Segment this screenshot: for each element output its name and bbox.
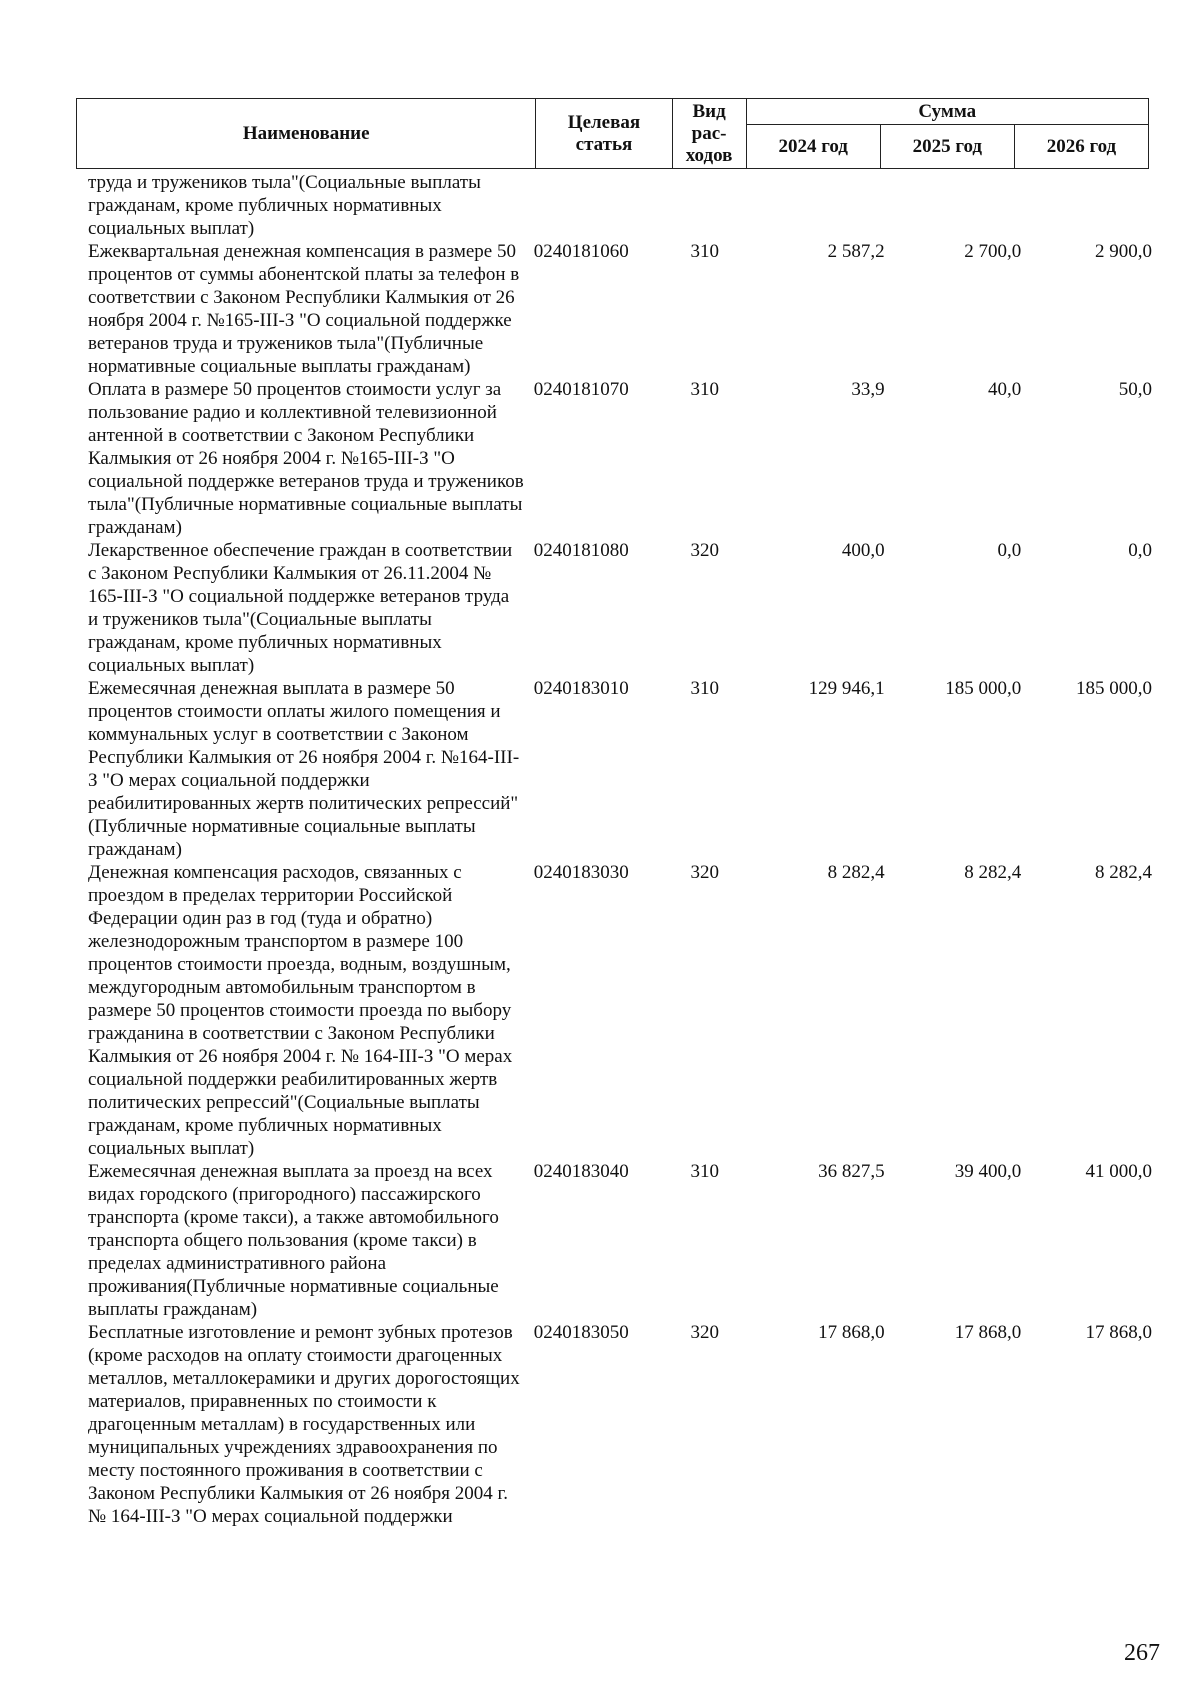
header-code: Целевая статья: [536, 99, 672, 169]
row-2024: 33,9: [851, 379, 885, 400]
header-2026: 2026 год: [1014, 125, 1148, 169]
row-code: 0240181070: [533, 379, 629, 400]
row-name: Оплата в размере 50 процентов стоимости услуг за пользование радио и коллективной телевизионной антенной в соответствии с Законом Республики Калмыкия от 26 ноября 2004 г. №165-III-З "О социальной поддержке ветеранов труда и тружеников тыла"(Публичные нормативные социальные выплаты гражданам): [88, 379, 524, 538]
row-2026: 185 000,0: [1076, 678, 1152, 699]
row-2024: 400,0: [841, 540, 885, 561]
table-row: [88, 378, 1152, 539]
header-2024: 2024 год: [746, 125, 880, 169]
row-code: 0240183040: [533, 1161, 629, 1182]
row-2026: 50,0: [1118, 379, 1152, 400]
table-row: [88, 861, 1152, 1160]
row-2024: 129 946,1: [808, 678, 885, 699]
row-2024: 36 827,5: [818, 1161, 885, 1182]
row-code: 0240181080: [533, 540, 629, 561]
row-2025: 185 000,0: [945, 678, 1022, 699]
table-body: [88, 171, 1152, 1528]
row-code: 0240183030: [533, 862, 629, 883]
row-name: труда и тружеников тыла"(Социальные выплаты гражданам, кроме публичных нормативных социальных выплат): [88, 172, 481, 239]
header-vid: Вид рас-ходов: [672, 99, 746, 169]
row-vid: 310: [690, 241, 719, 262]
row-2026: 8 282,4: [1095, 862, 1152, 883]
row-vid: 320: [690, 540, 719, 561]
row-2024: 2 587,2: [827, 241, 885, 262]
row-2025: 0,0: [997, 540, 1022, 561]
header-sum: Сумма: [746, 99, 1148, 125]
row-name: Ежемесячная денежная выплата за проезд на всех видах городского (пригородного) пассажирского транспорта (кроме такси), а также автомобильного транспорта общего пользования (кроме такси) в пределах административного района проживания(Публичные нормативные социальные выплаты гражданам): [88, 1161, 499, 1320]
row-vid: 310: [690, 678, 719, 699]
table-row: [88, 677, 1152, 861]
header-2025: 2025 год: [880, 125, 1014, 169]
table-header: [76, 98, 1149, 169]
row-name: Ежеквартальная денежная компенсация в размере 50 процентов от суммы абонентской платы за телефон в соответствии с Законом Республики Калмыкия от 26 ноября 2004 г. №165-III-З "О социальной поддержке ветеранов труда и тружеников тыла"(Публичные нормативные социальные выплаты гражданам): [88, 241, 520, 377]
header-name: Наименование: [77, 99, 536, 169]
row-2025: 8 282,4: [964, 862, 1022, 883]
row-name: Бесплатные изготовление и ремонт зубных протезов (кроме расходов на оплату стоимости драгоценных металлов, металлокерамики и других дорогостоящих материалов, приравненных по стоимости к драгоценным металлам) в государственных или муниципальных учреждениях здравоохранения по месту постоянного проживания в соответствии с Законом Республики Калмыкия от 26 ноября 2004 г. № 164-III-З "О мерах социальной поддержки: [88, 1322, 520, 1527]
row-code: 0240183010: [533, 678, 629, 699]
row-2025: 2 700,0: [964, 241, 1022, 262]
row-name: Денежная компенсация расходов, связанных с проездом в пределах территории Российской Федерации один раз в год (туда и обратно) железнодорожным транспортом в размере 100 процентов стоимости проезда, водным, воздушным, междугородным автомобильным транспортом в размере 50 процентов стоимости проезда по выбору гражданина в соответствии с Законом Республики Калмыкия от 26 ноября 2004 г. № 164-III-З "О мерах социальной поддержки реабилитированных жертв политических репрессий"(Социальные выплаты гражданам, кроме публичных нормативных социальных выплат): [88, 862, 513, 1159]
row-2025: 39 400,0: [954, 1161, 1022, 1182]
row-2026: 41 000,0: [1085, 1161, 1152, 1182]
row-vid: 310: [690, 379, 719, 400]
row-2025: 17 868,0: [954, 1322, 1022, 1343]
table-row: [88, 539, 1152, 677]
table-row: [88, 240, 1152, 378]
row-code: 0240183050: [533, 1322, 629, 1343]
row-2025: 40,0: [988, 379, 1022, 400]
row-2024: 17 868,0: [818, 1322, 885, 1343]
row-vid: 320: [690, 862, 719, 883]
table-row: [88, 1160, 1152, 1321]
row-2026: 17 868,0: [1085, 1322, 1152, 1343]
row-code: 0240181060: [533, 241, 629, 262]
row-name: Ежемесячная денежная выплата в размере 50 процентов стоимости оплаты жилого помещения и коммунальных услуг в соответствии с Законом Республики Калмыкия от 26 ноября 2004 г. №164-III-З "О мерах социальной поддержки реабилитированных жертв политических репрессий"(Публичные нормативные социальные выплаты гражданам): [88, 678, 520, 860]
table-row: [88, 1321, 1152, 1528]
row-2024: 8 282,4: [827, 862, 885, 883]
row-vid: 310: [690, 1161, 719, 1182]
row-name: Лекарственное обеспечение граждан в соответствии с Законом Республики Калмыкия от 26.11.2004 № 165-III-З "О социальной поддержке ветеранов труда и тружеников тыла"(Социальные выплаты гражданам, кроме публичных нормативных социальных выплат): [88, 540, 513, 676]
row-vid: 320: [690, 1322, 719, 1343]
page-number: 267: [1124, 1640, 1160, 1666]
table-row: [88, 171, 1152, 240]
row-2026: 2 900,0: [1095, 241, 1152, 262]
row-2026: 0,0: [1128, 540, 1152, 561]
